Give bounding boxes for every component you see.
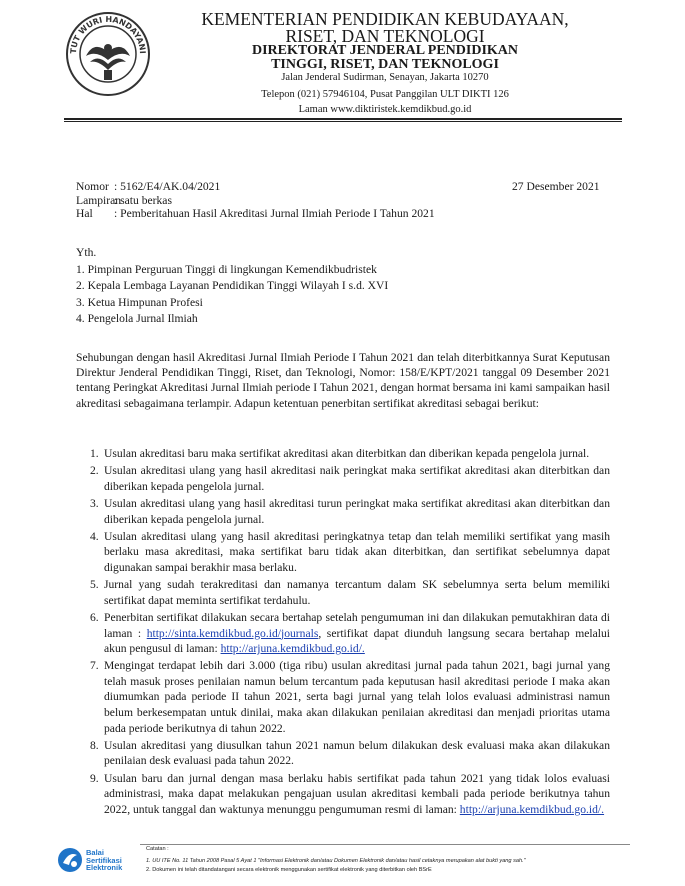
- sinta-journals-link[interactable]: http://sinta.kemdikbud.go.id/journals: [146, 626, 319, 640]
- bsre-label-line: Balai: [86, 848, 104, 857]
- item-text: , sertifikat dapat diunduh langsung secara bertahap melalui akun pengusul di laman:: [104, 626, 610, 656]
- directorate-name-line1: DIREKTORAT JENDERAL PENDIDIKAN: [251, 43, 519, 58]
- recipient-item: 2. Kepala Lembaga Layanan Pendidikan Tinggi Wilayah I s.d. XVI: [76, 279, 389, 292]
- letterhead-address: Jalan Jenderal Sudirman, Senayan, Jakarta 10270: [281, 72, 489, 83]
- directorate-name-line2: TINGGI, RISET, DAN TEKNOLOGI: [271, 57, 499, 72]
- list-item: [79, 529, 610, 576]
- item-text: Penerbitan sertifikat dilakukan secara bertahap setelah pengumuman ini dan dilakukan pemutakhiran data di laman :: [104, 610, 610, 640]
- item-text: Usulan akreditasi ulang yang hasil akreditasi turun peringkat maka sertifikat akreditasi akan diterbitkan dan diberikan kepada pengelola jurnal.: [104, 496, 610, 526]
- item-text: Usulan akreditasi ulang yang hasil akreditasi naik peringkat maka sertifikat akreditasi akan diterbitkan dan diberikan kepada pengelola jurnal.: [104, 464, 610, 493]
- footer-note: 2. Dokumen ini telah ditandatangani secara elektronik menggunakan sertifikat elektronik yang diterbitkan oleh BSrE: [146, 867, 432, 873]
- letterhead-phone: Telepon (021) 57946104, Pusat Panggilan ULT DIKTI 126: [261, 89, 509, 100]
- item-number: 2.: [90, 464, 99, 478]
- footer-divider: [140, 844, 630, 845]
- item-text: Usulan akreditasi yang diusulkan tahun 2021 namun belum dilakukan desk evaluasi maka akan dilakukan penilaian desk evaluasi pada tahun 2022.: [104, 738, 610, 768]
- item-text: Usulan akreditasi baru maka sertifikat akreditasi akan diterbitkan dan diberikan kepada pengelola jurnal.: [104, 447, 590, 460]
- list-item: [79, 463, 610, 494]
- item-text: Jurnal yang sudah terakreditasi dan namanya tercantum dalam SK sebelumnya serta belum memiliki sertifikat dapat meminta sertifikat terdahulu.: [104, 578, 610, 607]
- letterhead-rule-thin: [64, 121, 622, 122]
- salutation: Yth.: [76, 246, 97, 259]
- recipient-item: 4. Pengelola Jurnal Ilmiah: [76, 312, 198, 325]
- recipient-item: 1. Pimpinan Perguruan Tinggi di lingkungan Kemendikbudristek: [76, 263, 377, 276]
- arjuna-link[interactable]: http://arjuna.kemdikbud.go.id/.: [459, 802, 605, 816]
- intro-paragraph: Sehubungan dengan hasil Akreditasi Jurnal Ilmiah Periode I Tahun 2021 dan telah diterbitkannya Surat Keputusan Direktur Jenderal Pendidikan Tinggi, Riset, dan Teknologi, Nomor: 158/E/KPT/2021 tanggal 09 Desember 2021 tentang Peringkat Akreditasi Jurnal Ilmiah periode I Tahun 2021, dengan hormat bersama ini kami sampaikan hasil akreditasi sebagaimana terlampir. Adapun ketentuan penerbitan sertifikat akreditasi sebagai berikut:: [76, 351, 610, 410]
- letterhead-website: Laman www.diktiristek.kemdikbud.go.id: [298, 104, 472, 115]
- list-item: [79, 446, 610, 462]
- letterhead-rule-thick: [64, 118, 622, 120]
- list-item: [79, 610, 610, 657]
- lampiran-value: : satu berkas: [114, 194, 172, 207]
- footer-note: 1. UU ITE No. 11 Tahun 2008 Pasal 5 Ayat 1 "Informasi Elektronik dan/atau Dokumen Elektronik dan/atau hasil cetaknya merupakan alat bukti yang sah.": [146, 858, 526, 864]
- item-number: 5.: [90, 578, 99, 592]
- item-number: 6.: [90, 610, 99, 624]
- list-item: [79, 577, 610, 608]
- bsre-label: [86, 849, 122, 872]
- bsre-logo-icon: [57, 847, 83, 873]
- hal-label: Hal: [76, 207, 93, 220]
- arjuna-link[interactable]: http://arjuna.kemdikbud.go.id/.: [220, 642, 365, 656]
- ministry-name-line2: RISET, DAN TEKNOLOGI: [285, 26, 485, 46]
- hal-value: : Pemberitahuan Hasil Akreditasi Jurnal Ilmiah Periode I Tahun 2021: [114, 207, 435, 220]
- lampiran-label: Lampiran: [76, 194, 122, 207]
- tut-wuri-handayani-logo: [64, 10, 152, 98]
- nomor-value: : 5162/E4/AK.04/2021: [114, 180, 221, 193]
- letter-date: 27 Desember 2021: [512, 180, 600, 193]
- item-text: Usulan baru dan jurnal dengan masa berlaku habis sertifikat pada tahun 2021 yang tidak lolos evaluasi administrasi, maka dapat melakukan pengajuan usulan akreditasi kembali pada periode berikutnya tahun 2022, untuk tanggal dan waktunya menunggu pengumuman resmi di laman:: [104, 771, 610, 816]
- item-number: 8.: [90, 738, 99, 752]
- item-number: 4.: [90, 529, 99, 543]
- provisions-list: [79, 446, 610, 819]
- item-number: 9.: [90, 771, 99, 785]
- logo-text: TUT WURI HANDAYANI: [68, 14, 148, 55]
- item-text: Mengingat terdapat lebih dari 3.000 (tiga ribu) usulan akreditasi jurnal pada tahun 2021, bagi jurnal yang telah masuk proses penilaian namun belum tercantum pada keputusan hasil akreditasi periode I maka akan diumumkan pada periode II tahun 2021, serta bagi jurnal yang telah lolos evaluasi administrasi namun belum berkesempatan untuk dinilai, maka akan dilakukan penilaian akreditasi dan menjadi prioritas utama pada periode berikutnya di tahun 2022.: [104, 659, 610, 735]
- recipient-item: 3. Ketua Himpunan Profesi: [76, 296, 203, 309]
- ministry-name-line1: KEMENTERIAN PENDIDIKAN KEBUDAYAAN,: [201, 9, 569, 29]
- list-item: [79, 658, 610, 736]
- item-number: 7.: [90, 659, 99, 673]
- item-number: 1.: [90, 447, 99, 460]
- catatan-label: Catatan :: [146, 846, 169, 852]
- item-text: Usulan akreditasi ulang yang hasil akreditasi peringkatnya tetap dan telah memiliki sertifikat yang masih berlaku masa akreditasi, maka sertifikat baru tidak akan diterbitkan, dan sertifikat sebelumnya dapat digunakan sampai berakhir masa berlaku.: [104, 529, 610, 574]
- list-item: [79, 496, 610, 527]
- bsre-label-line: Elektronik: [86, 863, 123, 872]
- list-item: [79, 738, 610, 769]
- bsre-label-line: Sertifikasi: [86, 855, 122, 865]
- item-number: 3.: [90, 496, 99, 510]
- nomor-label: Nomor: [76, 180, 109, 193]
- list-item: [79, 771, 610, 818]
